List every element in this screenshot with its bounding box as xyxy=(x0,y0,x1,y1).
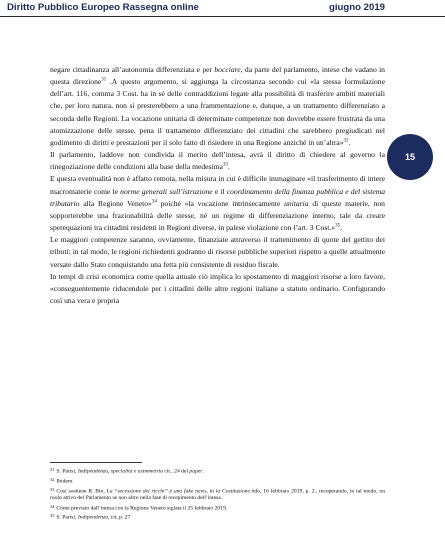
footnote-ref: 31 xyxy=(101,77,107,83)
page-header xyxy=(0,0,445,17)
footnote-number: 34 xyxy=(50,503,55,509)
text-run: S. Parisi, xyxy=(56,468,78,475)
page-number-badge xyxy=(387,134,433,180)
footnotes xyxy=(50,466,385,522)
emphasis: norme generali sull’istruzione xyxy=(120,186,213,196)
footnote xyxy=(50,486,385,503)
footnote xyxy=(50,466,385,476)
text-run: . xyxy=(227,162,230,172)
text-run: di queste materie, non sopporterebbe una frazionabilità delle stesse, né un regime di differenziazione interno, tale da creare sperequazioni tra cittadini residenti in Regioni diverse, in palese violazione con l’art. 3 Cost.» xyxy=(50,198,385,233)
text-run: negare cittadinanza all’autonomia differenziata e per xyxy=(50,65,215,74)
emphasis: bocciare xyxy=(214,65,241,74)
article-body xyxy=(50,64,385,307)
footnote-ref: 32 xyxy=(343,138,349,144)
footnote-ref: 33 xyxy=(222,162,228,168)
text-run: cit., 24 del xyxy=(162,468,190,475)
journal-title: Diritto Pubblico Europeo Rassegna online xyxy=(7,2,199,13)
footnote-number: 35 xyxy=(50,513,55,519)
emphasis: coordinamento della finanza pubblica e del sistema tributario xyxy=(50,186,385,208)
paragraph: In tempi di crisi economica come quella attuale ciò implica lo spostamento di maggiori risorse a loro favore, «conseguentemente riducendole per i cittadini delle altre regioni italiane a statuto ordinario. Configurando così una vera e propria xyxy=(50,271,385,305)
footnote-number: 32 xyxy=(50,476,55,482)
paragraph: Le maggiori competenze saranno, ovviamente, finanziate attraverso il trattenimento di quote del gettito dei tributi: in tal modo, le regioni richiedenti godranno di risorse pubbliche superiori rispetto a quelle attualmente versate dallo Stato conquistando una fetta più consistente di residuo fiscale. xyxy=(50,235,385,269)
text-run: , 16 febbraio 2019, p. 2., recuperando, in tal modo, un ruolo attivo del Parlamento se non altro nella fase di recepimento dell’intesa. xyxy=(50,488,386,502)
text-run: Ibidem. xyxy=(56,478,74,485)
text-run: E questa eventualità non è affatto remota, nella misura in cui è difficile immaginare «il trasferimento di intere macromaterie come le xyxy=(50,174,385,196)
text-run: poiché «la vocazione intrinsecamente xyxy=(156,198,285,208)
footnote xyxy=(50,503,385,513)
text-run: . xyxy=(202,468,204,475)
text-run: . xyxy=(348,137,351,147)
text-run: , cit, p. 27 xyxy=(107,514,131,521)
paragraph xyxy=(50,64,385,149)
emphasis: Indipendenza xyxy=(77,514,108,521)
emphasis: unitaria xyxy=(284,198,309,208)
text-run: . xyxy=(340,223,343,233)
footnote-divider xyxy=(50,462,142,463)
text-run: alla Regione Veneto» xyxy=(79,198,152,208)
issue-date: giugno 2019 xyxy=(329,2,385,13)
text-run: e il xyxy=(212,186,227,196)
footnote-number: 31 xyxy=(50,467,55,472)
text-run: Così sostiene R. Bin, xyxy=(56,488,107,495)
text-run: Come previsto dall’intesa con la Regione Veneto siglata il 25 febbraio 2019. xyxy=(56,505,228,512)
footnote-number: 33 xyxy=(50,486,55,492)
emphasis: Indipendenza, specialità e asimmetria xyxy=(77,468,163,475)
text-run: .A questo argomento, si aggiunga la circostanza secondo cui «la stessa formulazione dell’art. 116, comma 3 Cost. ha in sé delle contraddizioni legate alla possibilità di trasferire ambiti materiali che, per loro natura, non si presterebbero a una frammentazione e, dunque, a un trattamento differenziato a seconda delle Regioni. La vocazione unitaria di determinate competenze non dovrebbe essere frustrata da una atomizzazione delle stesse, pena il trattamento differenziato dei cittadini che sarebbero pregiudicati nel godimento di diritti e prestazioni per il solo fatto di risiedere in una Regione anziché in un’altra» xyxy=(50,77,385,147)
paragraph xyxy=(50,173,385,234)
text-run: , da parte del parlamento, intese che vadano in questa direzione xyxy=(50,65,385,87)
text-run: Il parlamento, laddove non condivida il merito dell’intesa, avrà il diritto di chiedere al governo la rinegoziazione delle condizioni alla base della medesima xyxy=(50,150,385,172)
emphasis: la Costituzione.info xyxy=(215,488,261,495)
emphasis: La “secessione dei ricchi” è una fake news xyxy=(106,488,207,495)
footnote xyxy=(50,512,385,522)
footnote-ref: 35 xyxy=(335,223,341,229)
footnote xyxy=(50,476,385,486)
text-run: , in xyxy=(206,488,216,495)
page-number: 15 xyxy=(404,152,415,162)
text-run: S. Parisi, xyxy=(56,514,78,521)
emphasis: paper xyxy=(189,468,203,475)
paragraph xyxy=(50,149,385,173)
footnote-ref: 34 xyxy=(151,199,157,205)
